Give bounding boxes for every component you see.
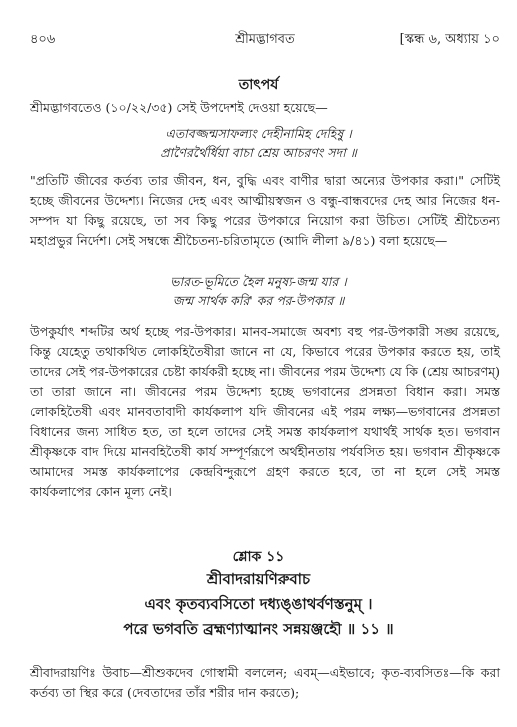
tatparya-heading: তাৎপর্য	[238, 77, 279, 93]
synonyms-paragraph: শ্রীবাদরায়ণিঃ উবাচ—শ্রীশুকদেব গোস্বামী বললেন; এবম্—এইভাবে; কৃত-ব্যবসিতঃ—কি করা কর্তব্য তা স্থির করে (দেবতাদের তাঁর শরীর দান করতে);	[30, 665, 500, 700]
page-header	[30, 30, 500, 50]
verse-1	[0, 124, 517, 162]
tatparya-paragraph-1: "প্রতিটি জীবের কর্তব্য তার জীবন, ধন, বুদ্ধি এবং বাণীর দ্বারা অন্যের উপকার করা।" সেটিই হচ্ছে জীবনের উদ্দেশ্য। নিজের দেহ এবং আত্মীয়স্বজন ও বন্ধু-বান্ধবদের দেহ আর নিজের ধন-সম্পদ যা কিছু রয়েছে, তা সব কিছু পরের উপকারে নিয়োগ করা উচিত। সেটিই শ্রীচৈতন্য মহাপ্রভুর নির্দেশ। সেই সম্বন্ধে শ্রীচৈতন্য-চরিতামৃতে (আদি লীলা ৯/৪১) বলা হয়েছে—	[30, 173, 500, 248]
verse-2-line-1: ভারত-ভূমিতে হৈল মনুষ্য-জন্ম যার ।	[170, 274, 347, 289]
verse-1-line-2: প্রাণৈরর্থৈর্ধিয়া বাচা শ্রেয় আচরণং সদা ॥	[160, 145, 357, 160]
verse-2-line-2: জন্ম সার্থক করি' কর পর-উপকার ॥	[172, 293, 345, 308]
section-label: [স্কন্ধ ৬, অধ্যায় ১০	[399, 32, 500, 47]
verse-2	[0, 272, 517, 310]
sloka-line-2: পরে ভগবতি ব্রহ্মণ্যাত্মানং সন্নয়ঞ্জহৌ ॥ ১১ ॥	[123, 620, 394, 638]
tatparya-intro: শ্রীমদ্ভাগবতেও (১০/২২/৩৫) সেই উপদেশই দেওয়া হয়েছে—	[30, 100, 328, 115]
page-number: ৪০৬	[30, 32, 56, 47]
sloka-speaker: শ্রীবাদরায়ণিরুবাচ	[206, 570, 311, 588]
verse-1-line-1: এতাবজ্জন্মসাফল্যং দেহীনামিহ দেহিষু ।	[165, 126, 352, 141]
tatparya-paragraph-2: উপকুর্যাৎ শব্দটির অর্থ হচ্ছে পর-উপকার। মানব-সমাজে অবশ্য বহু পর-উপকারী সঙ্ঘ রয়েছে, কিন্তু যেহেতু তথাকথিত লোকহিতৈষীরা জানে না যে, কিভাবে পরের উপকার করতে হয়, তাই তাদের সেই পর-উপকারের চেষ্টা কার্যকরী হচ্ছে না। জীবনের পরম উদ্দেশ্য যে কি (শ্রেয় আচরণম্) তা তারা জানে না। জীবনের পরম উদ্দেশ্য হচ্ছে ভগবানের প্রসন্নতা বিধান করা। সমস্ত লোকহিতৈষী এবং মানবতাবাদী কার্যকলাপ যদি জীবনের এই পরম লক্ষ্য—ভগবানের প্রসন্নতা বিধানের জন্য সাধিত হত, তা হলে তাদের সেই সমস্ত কার্যকলাপ যথার্থই সার্থক হত। ভগবান শ্রীকৃষ্ণকে বাদ দিয়ে মানবহিতৈষী কার্য সম্পূর্ণরূপে অর্থহীনতায় পর্যবসিত হয়। ভগবান শ্রীকৃষ্ণকে আমাদের সমস্ত কার্যকলাপের কেন্দ্রবিন্দুরূপে গ্রহণ করতে হবে, তা না হলে সেই সমস্ত কার্যকলাপের কোন মূল্য নেই।	[30, 324, 500, 499]
sloka-line-1: এবং কৃতব্যবসিতো দধ্যঙ্ঙাথর্বণস্তনুম্ ।	[144, 595, 373, 613]
running-title: শ্রীমদ্ভাগবত	[235, 32, 295, 47]
sloka-heading: শ্লোক ১১	[232, 549, 285, 565]
